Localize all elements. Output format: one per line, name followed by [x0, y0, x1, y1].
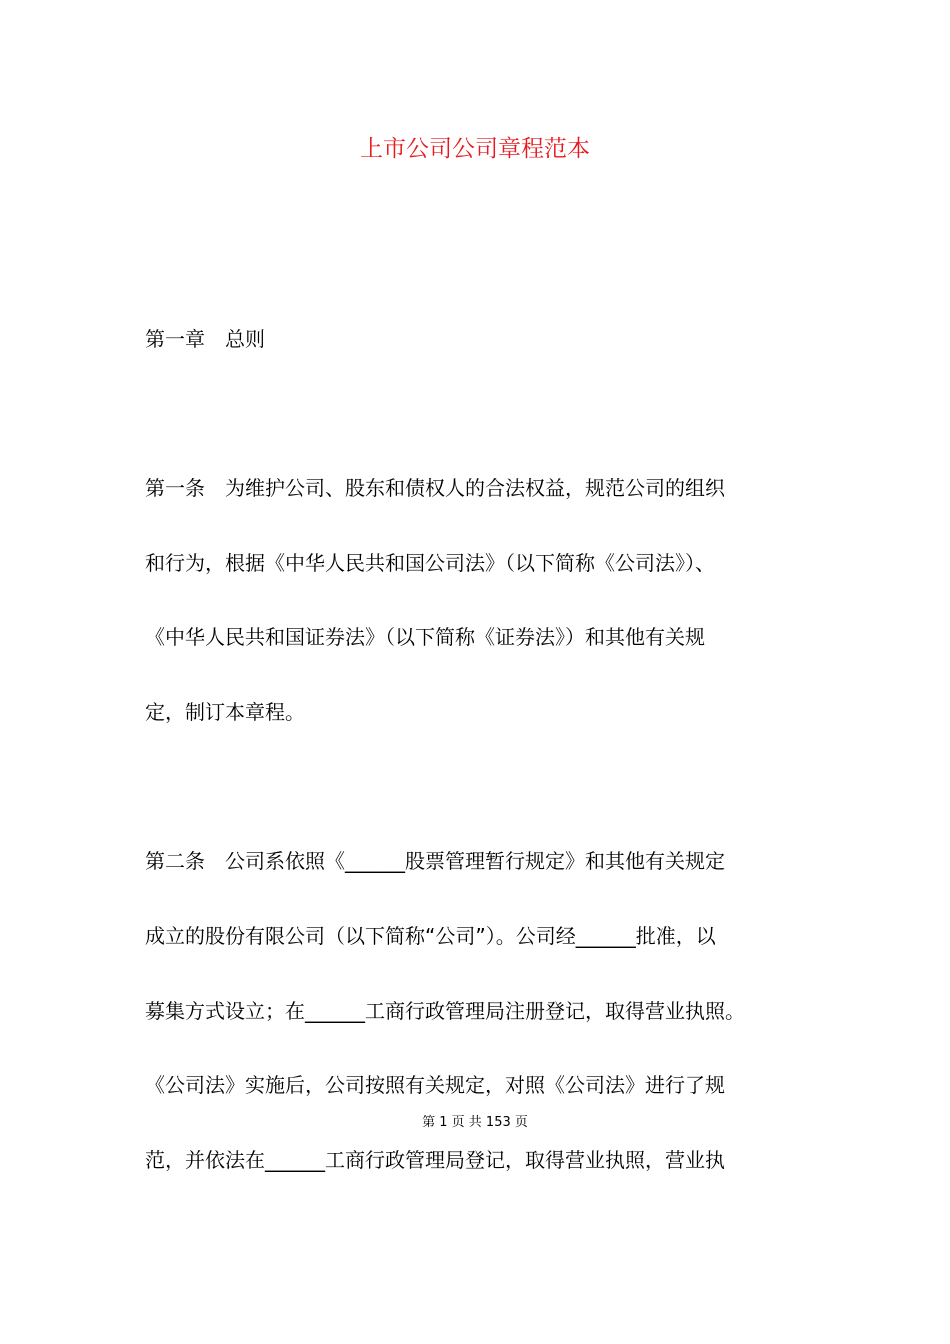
article-2-line: 募集方式设立；在______工商行政管理局注册登记，取得营业执照。	[145, 999, 745, 1023]
article-1-line: 《中华人民共和国证券法》（以下简称《证券法》）和其他有关规	[145, 625, 705, 649]
article-1-line: 和行为，根据《中华人民共和国公司法》（以下简称《公司法》）、	[145, 551, 715, 575]
document-title: 上市公司公司章程范本	[360, 136, 590, 162]
article-1-line: 定，制订本章程。	[145, 700, 305, 724]
chapter-heading: 第一章 总则	[145, 327, 265, 351]
article-2-line: 第二条 公司系依照《______股票管理暂行规定》和其他有关规定	[145, 849, 725, 873]
article-1-line: 第一条 为维护公司、股东和债权人的合法权益，规范公司的组织	[145, 476, 725, 500]
page-number-footer: 第 1 页 共 153 页	[422, 1115, 528, 1130]
article-2-line: 《公司法》实施后，公司按照有关规定，对照《公司法》进行了规	[145, 1073, 725, 1097]
article-2-line: 范，并依法在______工商行政管理局登记，取得营业执照，营业执	[145, 1148, 725, 1172]
article-2-line: 成立的股份有限公司（以下简称“公司”）。公司经______批准，以	[145, 924, 716, 948]
